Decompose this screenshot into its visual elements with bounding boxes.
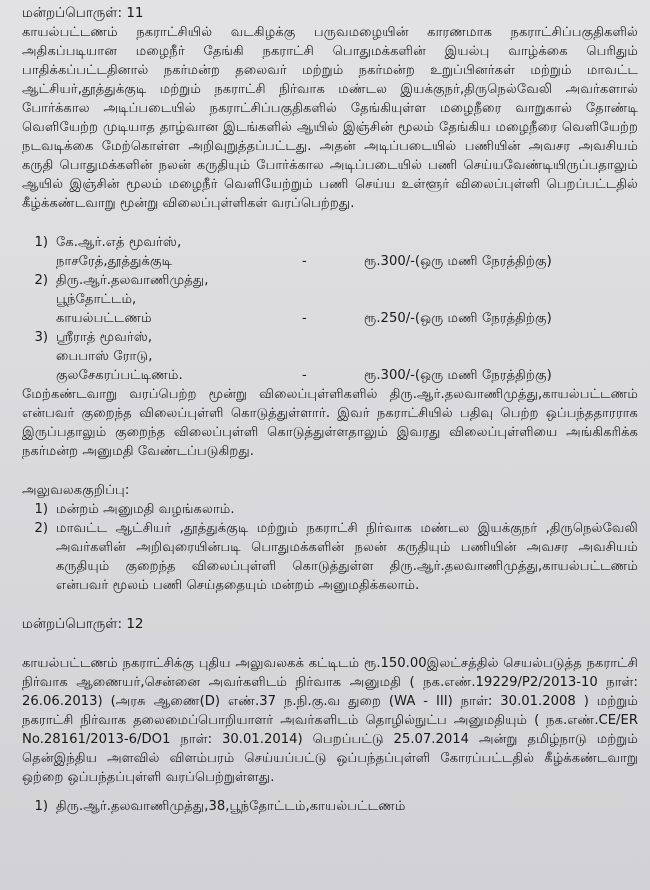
bidder-item — [22, 233, 638, 271]
resolution-12-body: காயல்பட்டணம் நகராட்சிக்கு புதிய அலுவலகக் கட்டிடம் ரூ.150.00இலட்சத்தில் செயல்படுத்த நகராட்சி நிர்வாக ஆணையர்,சென்னை அவர்களிடம் நிர்வாக அனுமதி ( நக.எண்.19229/P2/2013-10 நாள்: 26.06.2013) (அரசு ஆணை(D) எண்.37 ந.நி.கு.வ துறை (WA - III) நாள்: 30.01.2008 ) மற்றும் நகராட்சி நிர்வாக தலைமைப்பொறியாளர் அவர்களிடம் தொழில்நுட்ப அனுமதியும் ( நக.எண்.CE/ER No.28161/2013-6/DO1 நாள்: 30.01.2014) பெறப்பட்டு 25.07.2014 அன்று தமிழ்நாடு மற்றும் தென்இந்திய அளவில் விளம்பரம் செய்யப்பட்டு ஒப்பந்தப்புள்ளி கோரப்பட்டதில் கீழ்க்கண்டவாறு ஒற்றை ஒப்பந்தப்புள்ளி வரப்பெற்றுள்ளது. — [22, 656, 638, 785]
tender-item — [22, 797, 638, 816]
resolution-11-summary: மேற்கண்டவாறு வரப்பெற்ற மூன்று விலைப்புள்ளிகளில் திரு.ஆர்.தலவாணிமுத்து,காயல்பட்டணம் என்பவர் குறைந்த விலைப்புள்ளி கொடுத்துள்ளார். இவர் நகராட்சியில் பதிவு பெற்ற ஒப்பந்ததாரராக இருப்பதாலும் குறைந்த விலைப்புள்ளி கொடுத்துள்ளதாலும் இவரது விலைப்புள்ளியை அங்கிகரிக்க நகர்மன்ற அனுமதி வேண்டப்படுகிறது. — [22, 387, 638, 459]
tender-number: 1) — [34, 799, 48, 814]
resolution-11-body: காயல்பட்டணம் நகராட்சியில் வடகிழக்கு பருவமழையின் காரணமாக நகராட்சிப்பகுதிகளில் அதிகப்படியான மழைநீர் தேங்கி நகராட்சி பொதுமக்களின் இயல்பு வாழ்க்கை பெரிதும் பாதிக்கப்பட்டதினால் நகர்மன்ற தலைவர் மற்றும் நகர்மன்ற உறுப்பினர்கள் மற்றும் மாவட்ட ஆட்சியர்,தூத்துக்குடி மற்றும் நகராட்சி நிர்வாக மண்டல இயக்குநர்,திருநெல்வேலி அவர்களால் போர்க்கால அடிப்படையில் நகராட்சிப்பகுதிகளில் தேங்கியுள்ள மழைநீரை வாறுகால் தோண்டி வெளியேற்ற முடியாத தாழ்வான இடங்களில் ஆயில் இஞ்சின் மூலம் தேங்கிய மழைநீரை வெளியேற்ற நடவடிக்கை மேற்கொள்ள அறிவுறுத்தப்பட்டது. அதன் அடிப்படையில் பணியின் அவசர அவசியம் கருதி பொதுமக்களின் நலன் கருதியும் போர்க்கால அடிப்படையில் பணி செய்யவேண்டியிருப்பதாலும் ஆயில் இஞ்சின் மூலம் மழைநீர் வெளியேற்றும் பணி செய்ய உள்ளூர் விலைப்புள்ளி பெறப்பட்டதில் கீழ்க்கண்டவாறு மூன்று விலைப்புள்ளிகள் வரப்பெற்றது. — [22, 25, 638, 211]
office-note-number: 2) — [34, 521, 48, 536]
bidder-item — [22, 271, 638, 328]
bidder-number: 3) — [34, 330, 48, 345]
office-note-number: 1) — [34, 502, 48, 517]
office-note-item — [22, 500, 638, 519]
bidder-street: பைபாஸ் ரோடு, — [56, 349, 153, 364]
bidder-street: பூந்தோட்டம், — [56, 292, 137, 307]
tender-text: திரு.ஆர்.தலவாணிமுத்து,38,பூந்தோட்டம்,காயல்பட்டணம் — [56, 799, 406, 814]
resolution-12-heading: மன்றப்பொருள்: 12 — [22, 616, 144, 632]
bidder-item — [22, 328, 638, 385]
bidder-place: காயல்பட்டணம் — [56, 311, 152, 326]
bidder-number: 1) — [34, 235, 48, 250]
bidder-name: ஸ்ரீராத் மூவர்ஸ், — [56, 330, 153, 345]
office-note-text: மாவட்ட ஆட்சியர் ,தூத்துக்குடி மற்றும் நகராட்சி நிர்வாக மண்டல இயக்குநர் ,திருநெல்வேலி அவர்களின் அறிவுரையின்படி பொதுமக்களின் நலன் கருதியும் பணியின் அவசர அவசியம் கருதியும் குறைந்த விலைப்புள்ளி கொடுத்துள்ள திரு.ஆர்.தலவாணிமுத்து,காயல்பட்டணம் என்பவர் மூலம் பணி செய்ததையும் மன்றம் அனுமதிக்கலாம். — [56, 521, 638, 593]
office-note-item — [22, 519, 638, 595]
bidder-dash: - — [302, 254, 307, 269]
bidder-rate: ரூ.250/-(ஒரு மணி நேரத்திற்கு) — [364, 311, 552, 326]
bidder-place: குலசேகரப்பட்டிணம். — [56, 368, 183, 383]
bidder-dash: - — [302, 368, 307, 383]
bidder-rate: ரூ.300/-(ஒரு மணி நேரத்திற்கு) — [364, 368, 552, 383]
bidder-name: கே.ஆர்.எத் மூவர்ஸ், — [56, 235, 182, 250]
bidder-place: நாசரேத்,தூத்துக்குடி — [56, 254, 173, 269]
office-note-heading: அலுவலககுறிப்பு: — [22, 483, 130, 498]
bidder-list — [22, 233, 638, 385]
bidder-rate: ரூ.300/-(ஒரு மணி நேரத்திற்கு) — [364, 254, 552, 269]
office-note-text: மன்றம் அனுமதி வழங்கலாம். — [56, 502, 235, 517]
resolution-11-heading: மன்றப்பொருள்: 11 — [22, 5, 144, 21]
bidder-name: திரு.ஆர்.தலவாணிமுத்து, — [56, 273, 209, 288]
bidder-number: 2) — [34, 273, 48, 288]
bidder-dash: - — [302, 311, 307, 326]
